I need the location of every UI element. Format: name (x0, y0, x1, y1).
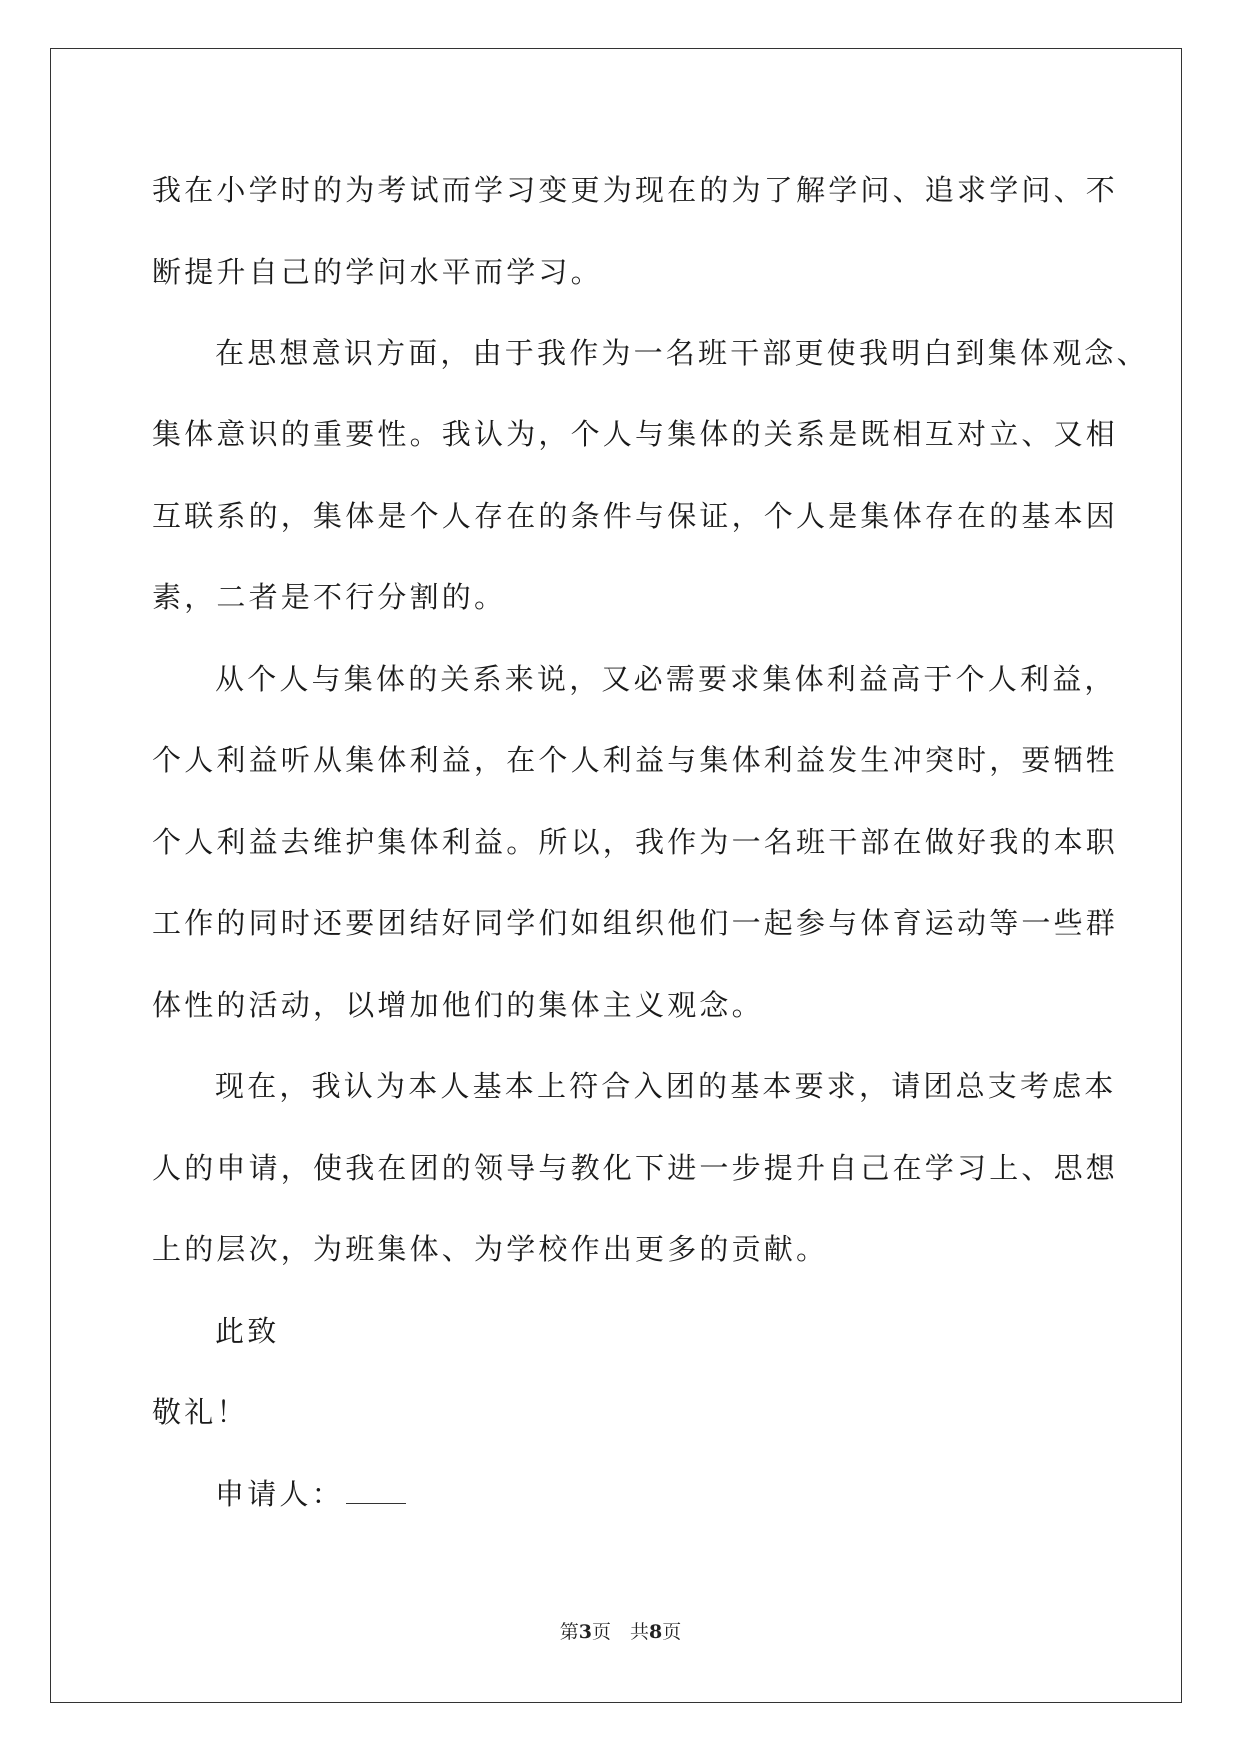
page-border (50, 48, 1182, 1703)
footer-total-pages: 8 (649, 1621, 663, 1643)
signature-blank (346, 1481, 406, 1504)
salute-text: 敬礼！ (152, 1395, 249, 1429)
footer-prefix: 第 (559, 1621, 579, 1643)
body-line-4: 集体意识的重要性。我认为，个人与集体的关系是既相互对立、又相 (152, 417, 1119, 451)
body-line-2: 断提升自己的学问水平而学习。 (152, 255, 603, 289)
body-line-5: 互联系的，集体是个人存在的条件与保证，个人是集体存在的基本因 (152, 499, 1119, 533)
body-line-7: 从个人与集体的关系来说，又必需要求集体利益高于个人利益， (215, 662, 1117, 696)
signature-label: 申请人： (215, 1477, 344, 1511)
body-line-3: 在思想意识方面，由于我作为一名班干部更使我明白到集体观念、 (215, 336, 1149, 370)
footer-mid: 页 共 (591, 1621, 649, 1643)
signature-row (215, 1474, 406, 1514)
body-line-14: 上的层次，为班集体、为学校作出更多的贡献。 (152, 1232, 829, 1266)
closing-text: 此致 (215, 1314, 280, 1348)
body-line-6: 素，二者是不行分割的。 (152, 580, 507, 614)
body-line-1: 我在小学时的为考试而学习变更为现在的为了解学问、追求学问、不 (152, 173, 1119, 207)
body-line-10: 工作的同时还要团结好同学们如组织他们一起参与体育运动等一些群 (152, 906, 1119, 940)
body-line-13: 人的申请，使我在团的领导与教化下进一步提升自己在学习上、思想 (152, 1151, 1119, 1185)
body-line-8: 个人利益听从集体利益，在个人利益与集体利益发生冲突时，要牺牲 (152, 743, 1119, 777)
page-footer (0, 1617, 1241, 1644)
body-line-12: 现在，我认为本人基本上符合入团的基本要求，请团总支考虑本 (215, 1069, 1117, 1103)
footer-suffix: 页 (662, 1621, 682, 1643)
footer-page-number: 3 (578, 1621, 592, 1643)
body-line-9: 个人利益去维护集体利益。所以，我作为一名班干部在做好我的本职 (152, 825, 1119, 859)
body-line-11: 体性的活动，以增加他们的集体主义观念。 (152, 988, 764, 1022)
